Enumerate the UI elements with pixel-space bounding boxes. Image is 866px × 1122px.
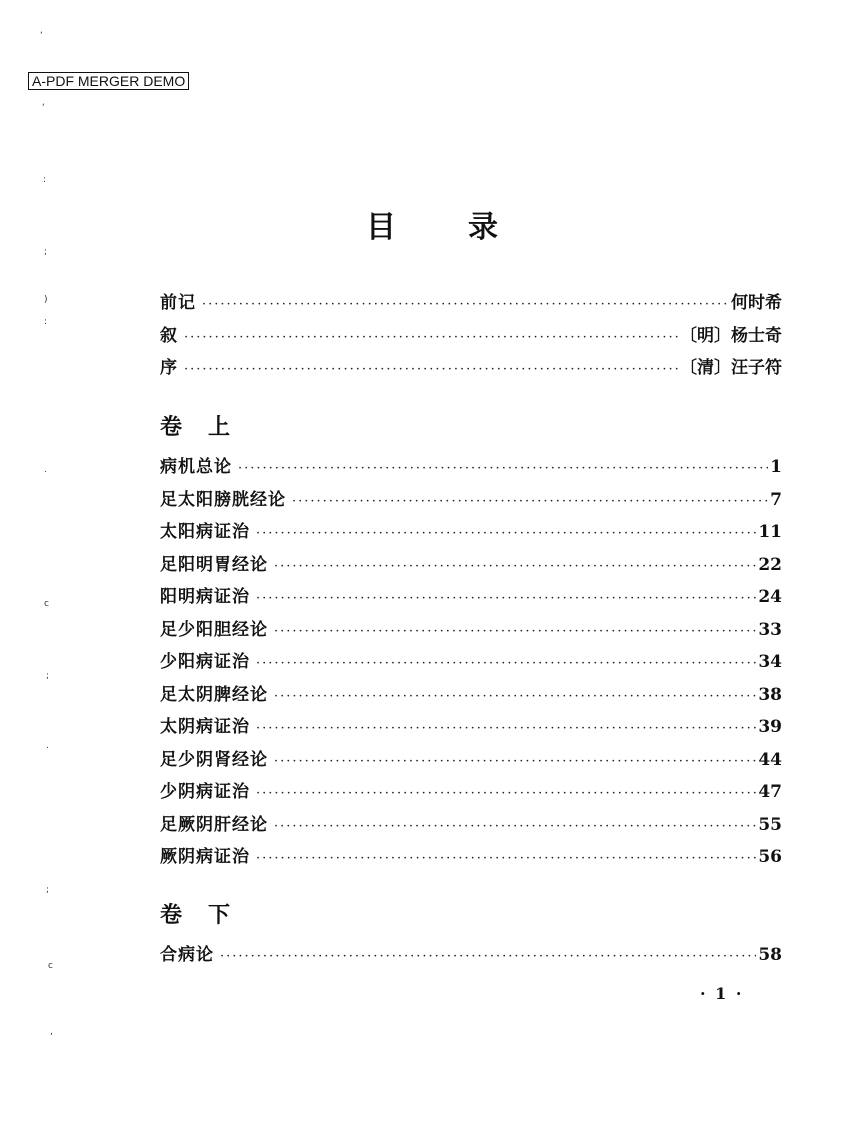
toc-page-number: 56: [758, 847, 782, 867]
toc-label: 足太阳膀胱经论: [160, 489, 286, 510]
page-title: [0, 202, 866, 246]
toc-label: 足少阳胆经论: [160, 619, 268, 640]
dot-leader: [292, 494, 768, 509]
toc-row[interactable]: [160, 940, 782, 973]
toc-label: 少阴病证治: [160, 782, 250, 802]
toc-row[interactable]: [160, 353, 782, 386]
toc-row[interactable]: [160, 745, 782, 778]
toc-page-number: 24: [758, 587, 782, 607]
toc-label: 足少阴肾经论: [160, 749, 268, 770]
toc-row[interactable]: [160, 452, 782, 485]
toc-row[interactable]: [160, 810, 782, 843]
toc-page-number: 11: [758, 522, 782, 542]
dot-leader: [256, 656, 756, 671]
toc-label: 太阳病证治: [160, 522, 250, 542]
toc-label: 合病论: [160, 945, 214, 965]
toc-page-number: 39: [758, 717, 782, 737]
toc-page-number: 22: [758, 554, 782, 575]
page-number-footer: · 1 ·: [700, 984, 744, 1003]
dot-leader: [274, 754, 756, 769]
toc-row[interactable]: [160, 485, 782, 518]
title-part-2: 录: [468, 210, 500, 245]
dot-leader: [256, 851, 756, 866]
dot-leader: [184, 362, 678, 377]
toc-author: 〔清〕汪子符: [680, 358, 782, 378]
toc-page-number: 7: [770, 489, 782, 510]
dot-leader: [256, 786, 756, 801]
toc-page-number: 47: [758, 782, 782, 802]
dot-leader: [202, 297, 729, 312]
toc-page-number: 55: [758, 814, 782, 835]
toc-label: 厥阴病证治: [160, 847, 250, 867]
dot-leader: [274, 689, 756, 704]
toc-row[interactable]: [160, 615, 782, 648]
toc-label: 阳明病证治: [160, 587, 250, 607]
section-heading-upper: [160, 410, 232, 441]
dot-leader: [274, 819, 756, 834]
front-matter-list: [160, 288, 782, 386]
toc-row[interactable]: [160, 582, 782, 615]
heading-part-1: 卷: [160, 414, 185, 440]
dot-leader: [256, 721, 756, 736]
toc-row[interactable]: [160, 321, 782, 354]
dot-leader: [220, 949, 756, 964]
toc-page-number: 34: [758, 652, 782, 672]
dot-leader: [238, 461, 768, 476]
heading-part-1: 卷: [160, 902, 185, 928]
toc-label: 少阳病证治: [160, 652, 250, 672]
toc-page-number: 44: [758, 749, 782, 770]
toc-row[interactable]: [160, 550, 782, 583]
toc-page-number: 58: [758, 945, 782, 965]
toc-row[interactable]: [160, 288, 782, 321]
dot-leader: [256, 526, 756, 541]
dot-leader: [184, 330, 678, 345]
dot-leader: [274, 624, 756, 639]
upper-volume-list: [160, 452, 782, 875]
toc-author: 〔明〕杨士奇: [680, 325, 782, 346]
title-part-1: 目: [366, 210, 398, 245]
toc-page-number: 1: [770, 457, 782, 477]
toc-row[interactable]: [160, 777, 782, 810]
dot-leader: [256, 591, 756, 606]
toc-author: 何时希: [731, 293, 782, 313]
toc-row[interactable]: [160, 680, 782, 713]
toc-row[interactable]: [160, 712, 782, 745]
toc-label: 前记: [160, 293, 196, 313]
toc-label: 叙: [160, 325, 178, 346]
toc-page-number: 38: [758, 684, 782, 705]
heading-part-2: 上: [208, 414, 233, 440]
lower-volume-list: [160, 940, 782, 973]
dot-leader: [274, 559, 756, 574]
toc-label: 太阴病证治: [160, 717, 250, 737]
toc-label: 病机总论: [160, 457, 232, 477]
heading-part-2: 下: [208, 902, 233, 928]
section-heading-lower: [160, 898, 232, 929]
toc-row[interactable]: [160, 842, 782, 875]
toc-label: 足阳明胃经论: [160, 554, 268, 575]
toc-row[interactable]: [160, 647, 782, 680]
watermark-label: A-PDF MERGER DEMO: [28, 72, 189, 90]
toc-label: 序: [160, 358, 178, 378]
toc-row[interactable]: [160, 517, 782, 550]
toc-label: 足太阴脾经论: [160, 684, 268, 705]
toc-page-number: 33: [758, 619, 782, 640]
toc-label: 足厥阴肝经论: [160, 814, 268, 835]
